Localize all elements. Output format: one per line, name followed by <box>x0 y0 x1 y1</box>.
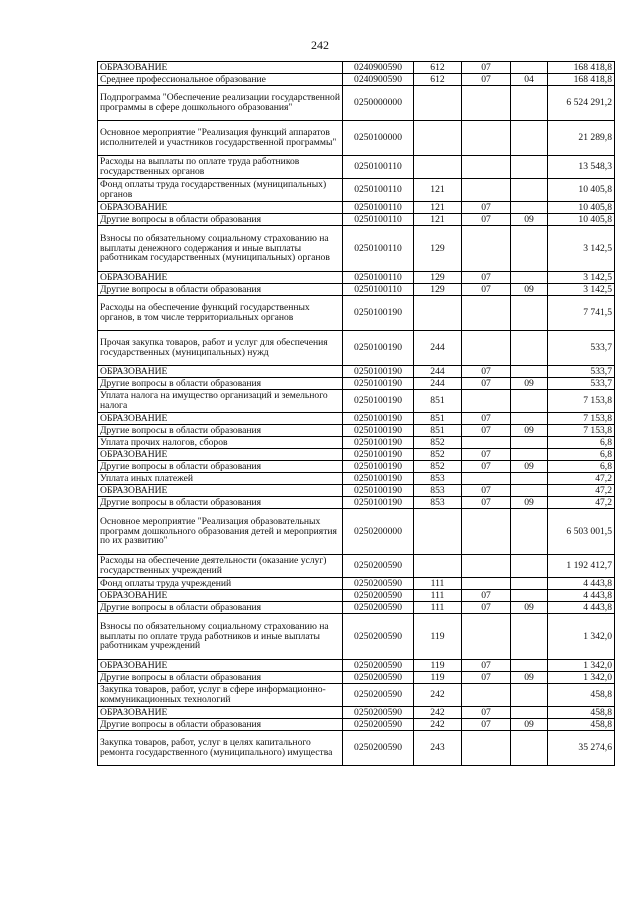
row-amount-cell: 6 503 001,5 <box>548 509 615 555</box>
row-amount-cell: 4 443,8 <box>548 578 615 590</box>
row-expense-type-cell: 244 <box>414 331 462 366</box>
table-row <box>98 473 615 485</box>
row-expense-type-cell: 119 <box>414 672 462 684</box>
table-row <box>98 284 615 296</box>
table-row <box>98 497 615 509</box>
row-section-cell <box>462 390 511 413</box>
row-code-cell: 0250200590 <box>343 578 414 590</box>
row-code-cell: 0250100190 <box>343 449 414 461</box>
row-amount-cell: 6,8 <box>548 449 615 461</box>
row-name-cell: Уплата налога на имущество организаций и земельного налога <box>98 390 343 413</box>
row-subsection-cell <box>511 707 548 719</box>
row-section-cell: 07 <box>462 425 511 437</box>
row-section-cell <box>462 555 511 578</box>
row-subsection-cell: 04 <box>511 74 548 86</box>
row-section-cell <box>462 179 511 202</box>
row-expense-type-cell: 244 <box>414 378 462 390</box>
row-code-cell: 0250200590 <box>343 707 414 719</box>
row-name-cell: Расходы на выплаты по оплате труда работников государственных органов <box>98 156 343 179</box>
row-expense-type-cell: 242 <box>414 707 462 719</box>
row-code-cell: 0250100190 <box>343 461 414 473</box>
table-row <box>98 707 615 719</box>
row-section-cell: 07 <box>462 449 511 461</box>
row-name-cell: ОБРАЗОВАНИЕ <box>98 590 343 602</box>
row-amount-cell: 533,7 <box>548 378 615 390</box>
row-amount-cell: 7 153,8 <box>548 425 615 437</box>
row-name-cell: ОБРАЗОВАНИЕ <box>98 366 343 378</box>
row-name-cell: Взносы по обязательному социальному страхованию на выплаты денежного содержания и иные выплаты работникам государственных (муниципальных) органов <box>98 226 343 272</box>
row-amount-cell: 7 153,8 <box>548 413 615 425</box>
row-subsection-cell: 09 <box>511 719 548 731</box>
row-code-cell: 0250100190 <box>343 413 414 425</box>
row-section-cell <box>462 437 511 449</box>
row-subsection-cell <box>511 366 548 378</box>
table-row <box>98 461 615 473</box>
row-code-cell: 0250200590 <box>343 684 414 707</box>
row-name-cell: Прочая закупка товаров, работ и услуг для обеспечения государственных (муниципальных) нужд <box>98 331 343 366</box>
row-expense-type-cell: 111 <box>414 578 462 590</box>
row-amount-cell: 3 142,5 <box>548 272 615 284</box>
row-expense-type-cell <box>414 509 462 555</box>
row-amount-cell: 10 405,8 <box>548 214 615 226</box>
row-expense-type-cell: 853 <box>414 485 462 497</box>
table-row <box>98 226 615 272</box>
row-amount-cell: 1 192 412,7 <box>548 555 615 578</box>
row-section-cell: 07 <box>462 74 511 86</box>
row-code-cell: 0250100190 <box>343 485 414 497</box>
table-row <box>98 719 615 731</box>
row-subsection-cell <box>511 684 548 707</box>
row-amount-cell: 13 548,3 <box>548 156 615 179</box>
row-name-cell: ОБРАЗОВАНИЕ <box>98 449 343 461</box>
row-name-cell: Расходы на обеспечение функций государственных органов, в том числе территориальных органов <box>98 296 343 331</box>
table-row <box>98 590 615 602</box>
row-name-cell: Другие вопросы в области образования <box>98 672 343 684</box>
row-expense-type-cell: 121 <box>414 179 462 202</box>
row-amount-cell: 533,7 <box>548 331 615 366</box>
row-name-cell: Основное мероприятие "Реализация образовательных программ дошкольного образования детей и мероприятия по их развитию" <box>98 509 343 555</box>
row-section-cell: 07 <box>462 284 511 296</box>
row-expense-type-cell: 612 <box>414 62 462 74</box>
table-row <box>98 425 615 437</box>
row-expense-type-cell: 242 <box>414 719 462 731</box>
page-number: 242 <box>311 38 329 52</box>
row-section-cell <box>462 684 511 707</box>
row-expense-type-cell: 129 <box>414 284 462 296</box>
row-code-cell: 0250200590 <box>343 614 414 660</box>
row-expense-type-cell: 612 <box>414 74 462 86</box>
row-amount-cell: 458,8 <box>548 719 615 731</box>
row-subsection-cell <box>511 179 548 202</box>
row-amount-cell: 35 274,6 <box>548 731 615 766</box>
row-section-cell: 07 <box>462 707 511 719</box>
row-expense-type-cell: 851 <box>414 390 462 413</box>
row-expense-type-cell: 119 <box>414 614 462 660</box>
row-amount-cell: 10 405,8 <box>548 179 615 202</box>
row-code-cell: 0240900590 <box>343 62 414 74</box>
table-row <box>98 602 615 614</box>
row-amount-cell: 168 418,8 <box>548 62 615 74</box>
row-expense-type-cell: 852 <box>414 449 462 461</box>
row-name-cell: Расходы на обеспечение деятельности (оказание услуг) государственных учреждений <box>98 555 343 578</box>
row-code-cell: 0250100190 <box>343 390 414 413</box>
row-subsection-cell <box>511 62 548 74</box>
row-code-cell: 0250200590 <box>343 555 414 578</box>
row-code-cell: 0250100110 <box>343 272 414 284</box>
row-expense-type-cell: 129 <box>414 272 462 284</box>
row-amount-cell: 6 524 291,2 <box>548 86 615 121</box>
row-subsection-cell <box>511 578 548 590</box>
row-amount-cell: 47,2 <box>548 497 615 509</box>
row-expense-type-cell <box>414 296 462 331</box>
row-amount-cell: 458,8 <box>548 707 615 719</box>
row-subsection-cell <box>511 202 548 214</box>
row-subsection-cell <box>511 509 548 555</box>
row-expense-type-cell <box>414 86 462 121</box>
row-code-cell: 0250100110 <box>343 214 414 226</box>
row-amount-cell: 47,2 <box>548 473 615 485</box>
row-subsection-cell: 09 <box>511 425 548 437</box>
row-amount-cell: 3 142,5 <box>548 226 615 272</box>
row-subsection-cell <box>511 86 548 121</box>
row-subsection-cell <box>511 226 548 272</box>
row-code-cell: 0250100190 <box>343 378 414 390</box>
row-expense-type-cell: 852 <box>414 461 462 473</box>
row-expense-type-cell: 851 <box>414 413 462 425</box>
row-amount-cell: 458,8 <box>548 684 615 707</box>
row-expense-type-cell <box>414 555 462 578</box>
row-amount-cell: 1 342,0 <box>548 614 615 660</box>
row-name-cell: Другие вопросы в области образования <box>98 497 343 509</box>
row-subsection-cell: 09 <box>511 602 548 614</box>
row-amount-cell: 168 418,8 <box>548 74 615 86</box>
row-expense-type-cell <box>414 121 462 156</box>
row-section-cell: 07 <box>462 378 511 390</box>
row-section-cell <box>462 296 511 331</box>
row-subsection-cell <box>511 272 548 284</box>
row-amount-cell: 4 443,8 <box>548 602 615 614</box>
table-row <box>98 86 615 121</box>
row-section-cell: 07 <box>462 413 511 425</box>
row-name-cell: Другие вопросы в области образования <box>98 284 343 296</box>
row-subsection-cell: 09 <box>511 461 548 473</box>
row-subsection-cell <box>511 437 548 449</box>
row-code-cell: 0250100190 <box>343 425 414 437</box>
row-name-cell: Основное мероприятие "Реализация функций аппаратов исполнителей и участников государственной программы" <box>98 121 343 156</box>
row-section-cell: 07 <box>462 214 511 226</box>
row-code-cell: 0250200590 <box>343 660 414 672</box>
row-section-cell <box>462 156 511 179</box>
table-row <box>98 121 615 156</box>
row-section-cell <box>462 121 511 156</box>
row-subsection-cell <box>511 413 548 425</box>
row-code-cell: 0250100000 <box>343 121 414 156</box>
row-expense-type-cell: 121 <box>414 202 462 214</box>
row-expense-type-cell: 244 <box>414 366 462 378</box>
row-name-cell: ОБРАЗОВАНИЕ <box>98 202 343 214</box>
table-row <box>98 331 615 366</box>
row-subsection-cell <box>511 614 548 660</box>
row-amount-cell: 7 741,5 <box>548 296 615 331</box>
table-row <box>98 449 615 461</box>
row-amount-cell: 1 342,0 <box>548 660 615 672</box>
row-subsection-cell <box>511 590 548 602</box>
row-subsection-cell <box>511 555 548 578</box>
row-expense-type-cell: 129 <box>414 226 462 272</box>
table-row <box>98 509 615 555</box>
row-subsection-cell <box>511 156 548 179</box>
row-section-cell: 07 <box>462 719 511 731</box>
row-subsection-cell <box>511 296 548 331</box>
table-row <box>98 74 615 86</box>
row-code-cell: 0250200590 <box>343 731 414 766</box>
row-name-cell: Закупка товаров, работ, услуг в сфере информационно-коммуникационных технологий <box>98 684 343 707</box>
row-name-cell: ОБРАЗОВАНИЕ <box>98 707 343 719</box>
row-section-cell: 07 <box>462 660 511 672</box>
row-code-cell: 0250200590 <box>343 672 414 684</box>
row-section-cell <box>462 509 511 555</box>
row-section-cell: 07 <box>462 485 511 497</box>
table-row <box>98 390 615 413</box>
row-code-cell: 0250100110 <box>343 179 414 202</box>
row-subsection-cell <box>511 485 548 497</box>
row-section-cell: 07 <box>462 272 511 284</box>
row-code-cell: 0250100190 <box>343 473 414 485</box>
row-section-cell: 07 <box>462 672 511 684</box>
table-row <box>98 62 615 74</box>
row-code-cell: 0250200590 <box>343 602 414 614</box>
row-amount-cell: 533,7 <box>548 366 615 378</box>
row-name-cell: ОБРАЗОВАНИЕ <box>98 272 343 284</box>
row-code-cell: 0250100190 <box>343 296 414 331</box>
row-section-cell: 07 <box>462 590 511 602</box>
row-expense-type-cell: 853 <box>414 473 462 485</box>
row-code-cell: 0250200590 <box>343 590 414 602</box>
row-section-cell: 07 <box>462 497 511 509</box>
row-name-cell: Другие вопросы в области образования <box>98 378 343 390</box>
row-code-cell: 0250200000 <box>343 509 414 555</box>
row-amount-cell: 4 443,8 <box>548 590 615 602</box>
budget-table <box>97 61 615 766</box>
row-name-cell: Среднее профессиональное образование <box>98 74 343 86</box>
row-code-cell: 0250000000 <box>343 86 414 121</box>
row-name-cell: Уплата иных платежей <box>98 473 343 485</box>
table-row <box>98 684 615 707</box>
row-name-cell: Другие вопросы в области образования <box>98 214 343 226</box>
row-code-cell: 0250100110 <box>343 156 414 179</box>
row-section-cell: 07 <box>462 202 511 214</box>
table-row <box>98 272 615 284</box>
row-subsection-cell <box>511 731 548 766</box>
row-name-cell: Взносы по обязательному социальному страхованию на выплаты по оплате труда работников и иные выплаты работникам учреждений <box>98 614 343 660</box>
row-name-cell: Другие вопросы в области образования <box>98 425 343 437</box>
row-subsection-cell: 09 <box>511 214 548 226</box>
row-name-cell: ОБРАЗОВАНИЕ <box>98 62 343 74</box>
row-name-cell: ОБРАЗОВАНИЕ <box>98 413 343 425</box>
row-subsection-cell <box>511 449 548 461</box>
row-expense-type-cell: 851 <box>414 425 462 437</box>
row-expense-type-cell: 119 <box>414 660 462 672</box>
row-expense-type-cell: 853 <box>414 497 462 509</box>
row-code-cell: 0250100190 <box>343 331 414 366</box>
table-row <box>98 672 615 684</box>
row-subsection-cell: 09 <box>511 497 548 509</box>
row-name-cell: Другие вопросы в области образования <box>98 719 343 731</box>
row-expense-type-cell: 852 <box>414 437 462 449</box>
row-section-cell <box>462 473 511 485</box>
row-amount-cell: 6,8 <box>548 461 615 473</box>
table-row <box>98 366 615 378</box>
row-section-cell <box>462 614 511 660</box>
row-name-cell: Фонд оплаты труда учреждений <box>98 578 343 590</box>
row-subsection-cell <box>511 473 548 485</box>
row-subsection-cell: 09 <box>511 672 548 684</box>
row-code-cell: 0250100190 <box>343 497 414 509</box>
row-subsection-cell: 09 <box>511 378 548 390</box>
row-amount-cell: 7 153,8 <box>548 390 615 413</box>
row-section-cell <box>462 731 511 766</box>
table-row <box>98 731 615 766</box>
row-subsection-cell <box>511 121 548 156</box>
row-section-cell <box>462 226 511 272</box>
table-row <box>98 378 615 390</box>
row-code-cell: 0250100190 <box>343 366 414 378</box>
table-row <box>98 156 615 179</box>
row-section-cell <box>462 331 511 366</box>
row-name-cell: ОБРАЗОВАНИЕ <box>98 660 343 672</box>
row-amount-cell: 6,8 <box>548 437 615 449</box>
row-subsection-cell: 09 <box>511 284 548 296</box>
table-row <box>98 614 615 660</box>
row-code-cell: 0250200590 <box>343 719 414 731</box>
row-amount-cell: 47,2 <box>548 485 615 497</box>
row-name-cell: Другие вопросы в области образования <box>98 602 343 614</box>
table-row <box>98 437 615 449</box>
row-code-cell: 0250100110 <box>343 226 414 272</box>
row-section-cell <box>462 86 511 121</box>
row-expense-type-cell: 243 <box>414 731 462 766</box>
row-code-cell: 0250100110 <box>343 284 414 296</box>
row-code-cell: 0250100110 <box>343 202 414 214</box>
table-row <box>98 214 615 226</box>
row-expense-type-cell: 111 <box>414 590 462 602</box>
row-subsection-cell <box>511 390 548 413</box>
row-section-cell: 07 <box>462 461 511 473</box>
row-section-cell: 07 <box>462 602 511 614</box>
row-code-cell: 0250100190 <box>343 437 414 449</box>
budget-table-body <box>98 62 615 766</box>
row-code-cell: 0240900590 <box>343 74 414 86</box>
table-row <box>98 485 615 497</box>
row-name-cell: Уплата прочих налогов, сборов <box>98 437 343 449</box>
row-subsection-cell <box>511 660 548 672</box>
row-section-cell: 07 <box>462 62 511 74</box>
row-section-cell <box>462 578 511 590</box>
row-expense-type-cell: 242 <box>414 684 462 707</box>
table-row <box>98 413 615 425</box>
row-name-cell: Фонд оплаты труда государственных (муниципальных) органов <box>98 179 343 202</box>
table-row <box>98 555 615 578</box>
table-row <box>98 578 615 590</box>
row-name-cell: Закупка товаров, работ, услуг в целях капитального ремонта государственного (муниципального) имущества <box>98 731 343 766</box>
row-expense-type-cell: 111 <box>414 602 462 614</box>
table-row <box>98 179 615 202</box>
row-amount-cell: 3 142,5 <box>548 284 615 296</box>
row-expense-type-cell: 121 <box>414 214 462 226</box>
row-amount-cell: 21 289,8 <box>548 121 615 156</box>
row-amount-cell: 10 405,8 <box>548 202 615 214</box>
row-name-cell: Подпрограмма "Обеспечение реализации государственной программы в сфере дошкольного образования" <box>98 86 343 121</box>
row-amount-cell: 1 342,0 <box>548 672 615 684</box>
row-expense-type-cell <box>414 156 462 179</box>
table-row <box>98 660 615 672</box>
table-row <box>98 296 615 331</box>
row-name-cell: ОБРАЗОВАНИЕ <box>98 485 343 497</box>
row-name-cell: Другие вопросы в области образования <box>98 461 343 473</box>
row-section-cell: 07 <box>462 366 511 378</box>
row-subsection-cell <box>511 331 548 366</box>
table-row <box>98 202 615 214</box>
